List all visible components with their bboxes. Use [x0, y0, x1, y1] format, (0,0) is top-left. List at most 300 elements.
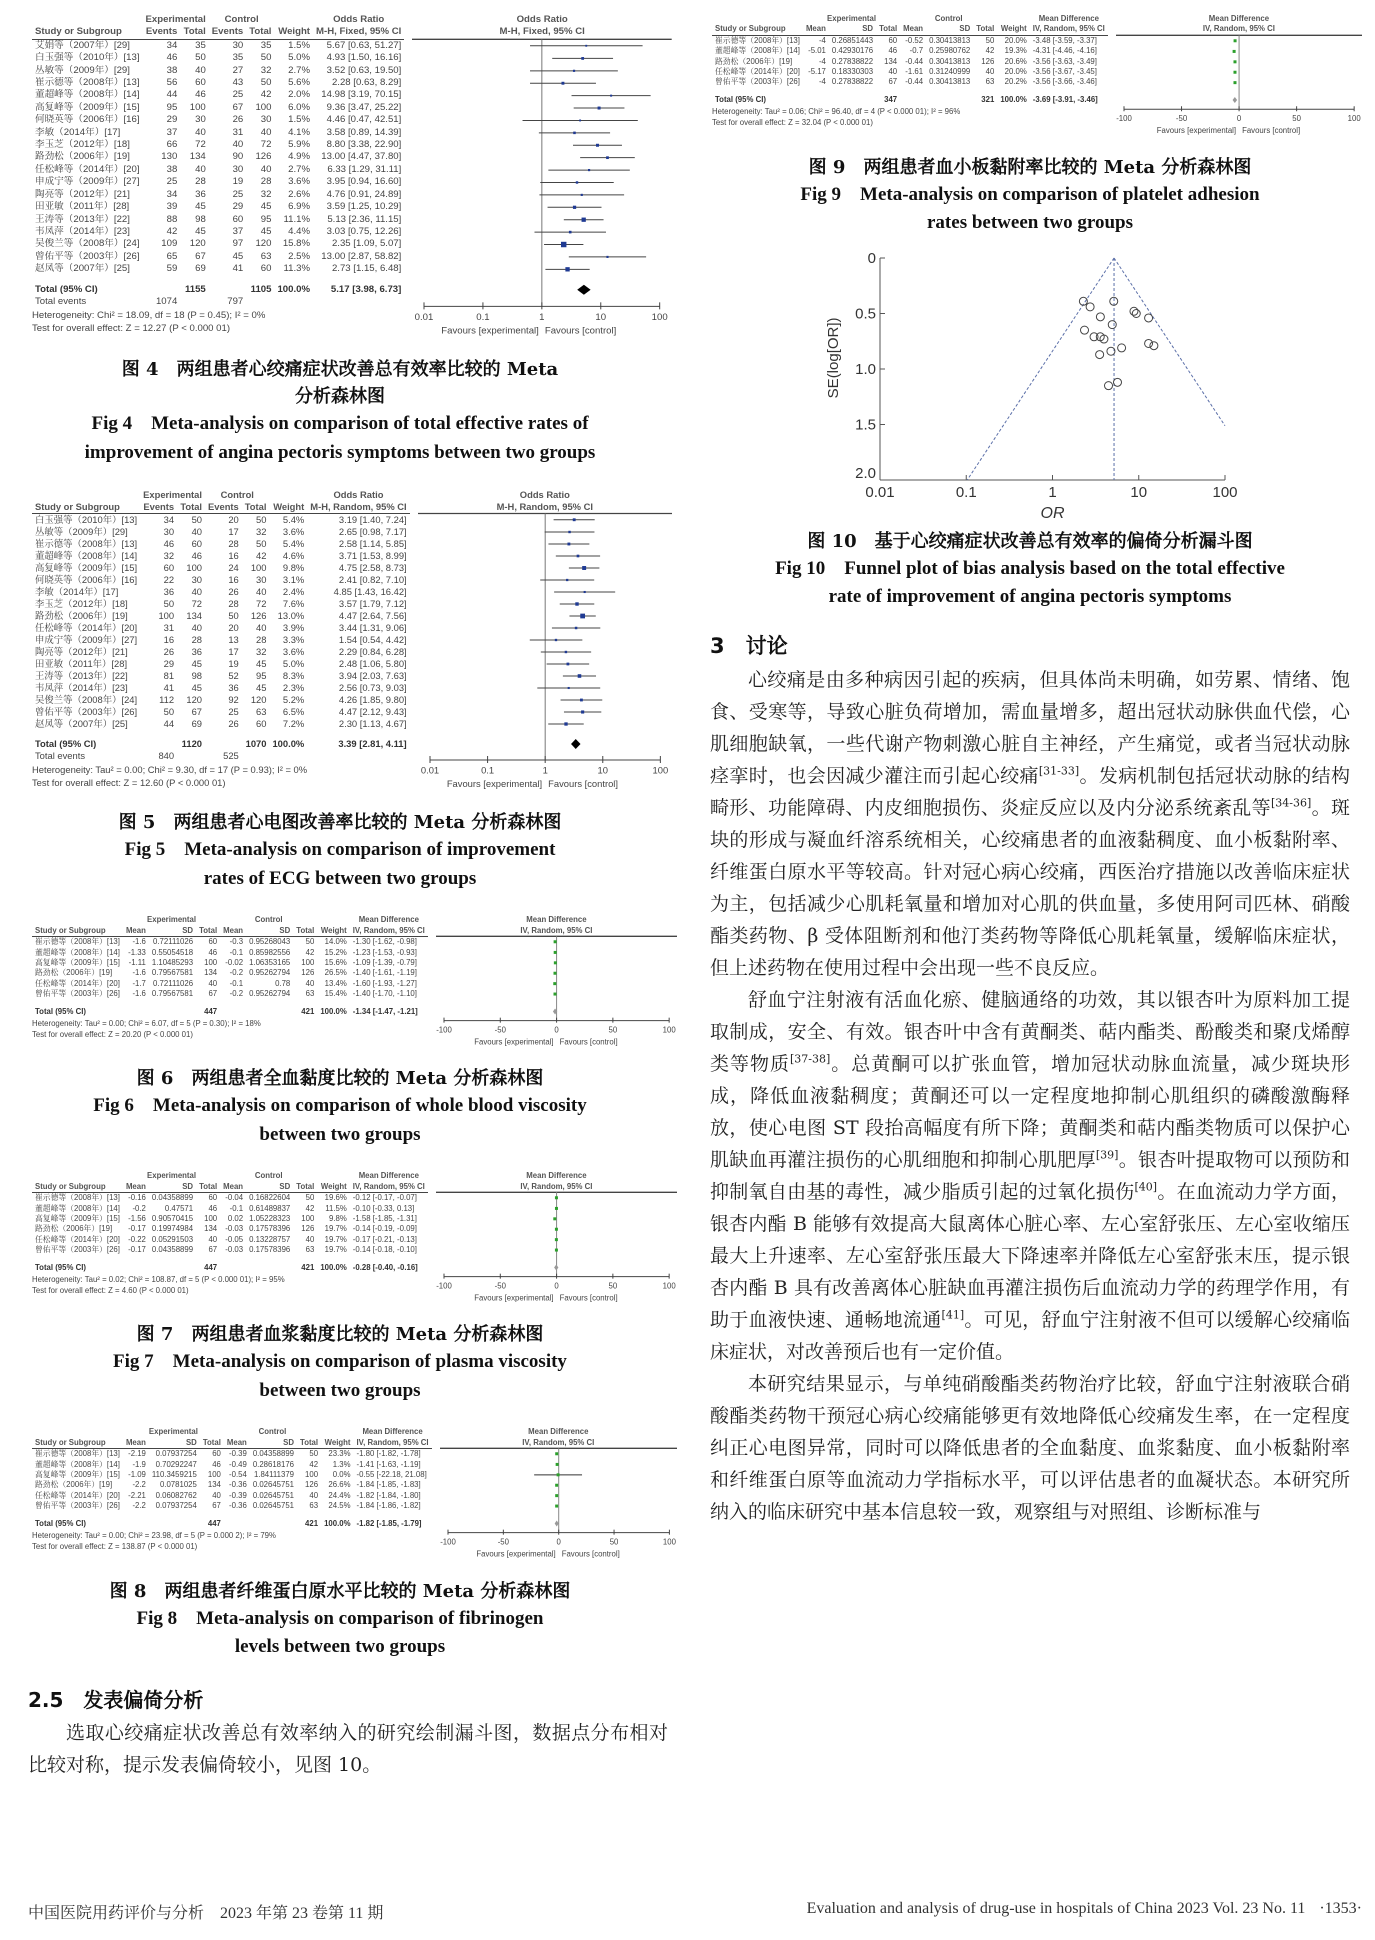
table-row — [32, 646, 410, 658]
cell-study: 白玉强等（2010年）[13] — [35, 52, 140, 64]
cell-c_ev: 25 — [232, 89, 244, 101]
cell-study: 韦凤萍（2014年）[23] — [35, 225, 130, 237]
fig9-caption — [700, 154, 1360, 238]
caption-en: between two groups — [259, 1123, 421, 1145]
mean-header: Mean — [123, 926, 149, 937]
cell-e_m: -1.33 — [128, 947, 146, 957]
cell-e_sd: 0.72111026 — [153, 978, 194, 988]
cell-c_n: 42 — [305, 1203, 315, 1213]
point-estimate — [553, 1218, 556, 1221]
heterogeneity-text: Heterogeneity: Tau² = 0.06; Chi² = 96.40, df = 4 (P < 0.000 01); I² = 96% — [712, 107, 961, 117]
cell-e_n: 46 — [212, 1459, 221, 1469]
cell-c_tot: 60 — [260, 263, 272, 275]
cell-c_ev: 20 — [228, 622, 239, 634]
tick-label: -50 — [494, 1025, 506, 1035]
cell-e_sd: 0.47571 — [164, 1203, 194, 1213]
cell-c_tot: 95 — [260, 213, 272, 225]
cell: 347 — [884, 94, 898, 104]
cell-c_ev: 67 — [232, 101, 244, 113]
cell-study: 曾佑平等（2003年）[26] — [35, 706, 138, 718]
cell-w: 15.4% — [324, 989, 347, 999]
cell-c_m: -0.2 — [229, 968, 244, 978]
cell-e_tot: 60 — [195, 77, 206, 89]
section-3-heading: 3 讨论 — [710, 633, 788, 658]
favours-control-label: Favours [control] — [559, 1293, 618, 1303]
tick-label: 100 — [662, 1537, 676, 1547]
cell-c_sd: 0.28618176 — [252, 1459, 295, 1469]
fig9-table — [712, 14, 1108, 105]
events-header: Events — [209, 26, 246, 39]
cell-e_tot: 98 — [191, 670, 203, 682]
cell-w: 9.8% — [328, 1214, 347, 1224]
table-row — [32, 102, 404, 114]
cell-c_ev: 29 — [232, 201, 244, 213]
tick-label: 0.1 — [476, 311, 490, 323]
cell-w: 19.7% — [324, 1245, 347, 1255]
section-3-body — [710, 664, 1350, 1528]
cell-study: 任松峰等（2014年）[20] — [715, 67, 800, 77]
table-row — [32, 65, 404, 77]
point-estimate — [596, 144, 599, 147]
text: 。在血流动力学方面，银杏内酯 B 能够有效提高大鼠离体心脏心率、左心室舒张压、左心室收缩压最大上升速率、左心室舒张压最大下降速率并降低左心室舒张末压，提示银杏内酯 B 具有改善离体心脏缺血再灌注损伤后血流动力学的药理学作用，有助于血液快速、通畅地流通 — [710, 1180, 1350, 1331]
cell-study: 曾佑平等（2003年）[26] — [35, 1501, 120, 1511]
cell-study: 吴俊兰等（2008年）[24] — [35, 694, 138, 706]
cell-est: 2.28 [0.63, 8.29] — [331, 77, 402, 89]
cell-e_ev: 46 — [163, 538, 175, 550]
table-row — [32, 1224, 428, 1234]
effect-subheader: IV, Random, 95% CI — [354, 1438, 432, 1449]
citation: [39] — [1095, 1148, 1119, 1162]
cell-study: 任松峰等（2014年）[20] — [35, 1490, 120, 1500]
cell — [143, 284, 181, 296]
cell-study: 董超峰等（2008年）[14] — [35, 947, 120, 957]
cell-e_n: 134 — [207, 1480, 221, 1490]
cell-study: 任松峰等（2014年）[20] — [35, 1234, 120, 1244]
fig10-caption — [700, 528, 1360, 612]
cell-w: 6.0% — [288, 101, 311, 113]
cell-c_n: 40 — [985, 67, 995, 77]
cell-est: 14.98 [3.19, 70.15] — [321, 89, 402, 101]
cell-e_ev: 42 — [166, 225, 178, 237]
point-estimate — [566, 579, 568, 581]
cell-e_ev: 100 — [158, 610, 175, 622]
table-row — [712, 35, 1108, 46]
cell-est: 1.54 [0.54, 4.42] — [338, 634, 407, 646]
cell-e_n: 40 — [888, 67, 898, 77]
cell-c_n: 40 — [305, 1234, 315, 1244]
cell-c_tot: 100 — [255, 101, 272, 113]
cell-w: 3.9% — [282, 622, 305, 634]
cell-e_m: -1.09 — [128, 1470, 146, 1480]
cell-c_ev: 92 — [228, 694, 239, 706]
cell-c_m: -0.2 — [229, 989, 244, 999]
point-estimate — [569, 231, 572, 234]
favours-control-label: Favours [control] — [545, 325, 617, 337]
point-estimate — [554, 962, 557, 965]
table-row — [32, 562, 410, 574]
cell-est: 4.47 [2.12, 9.43] — [338, 706, 407, 718]
effect-header: Mean Difference — [358, 915, 419, 925]
cell-c_ev: 20 — [228, 514, 239, 526]
cell-e_m: -1.6 — [132, 937, 146, 947]
cell: 840 — [158, 750, 175, 762]
cell-est: -1.80 [-1.82, -1.78] — [356, 1449, 421, 1459]
point-estimate — [577, 674, 581, 678]
cell-est: -0.12 [-0.17, -0.07] — [352, 1193, 417, 1203]
total-header: Total — [293, 1182, 317, 1193]
citation: [34-36] — [1271, 796, 1312, 810]
total-events-row — [32, 296, 404, 308]
favours-experimental-label: Favours [experimental] — [1156, 125, 1236, 135]
caption-en: Fig 10 Funnel plot of bias analysis based on the total effective — [775, 557, 1285, 579]
cell: 447 — [204, 1006, 218, 1016]
pooled-diamond — [571, 739, 581, 749]
tick-label: 50 — [608, 1025, 618, 1035]
mean-header: Mean — [123, 1182, 149, 1193]
fig6-caption — [20, 1065, 660, 1149]
cell-c_m: -0.7 — [909, 46, 924, 56]
control-header: Control — [258, 1427, 287, 1437]
plot-effect-subheader: IV, Random, 95% CI — [520, 925, 593, 935]
cell-e_tot: 30 — [195, 114, 206, 126]
table-row — [32, 251, 404, 263]
total-header: Total — [196, 926, 220, 937]
cell-study: 陶亮等（2012年）[21] — [35, 188, 130, 200]
point-estimate — [555, 1495, 558, 1498]
effect-subheader: IV, Random, 95% CI — [350, 926, 428, 937]
cell-c_n: 50 — [985, 35, 995, 45]
cell: Total (95% CI) — [715, 94, 766, 104]
weight-header: Weight — [274, 26, 313, 39]
point-estimate — [554, 639, 556, 641]
cell-w: 5.6% — [288, 77, 311, 89]
control-header: Control — [254, 1171, 283, 1181]
cell-e_n: 60 — [212, 1449, 221, 1459]
favours-control-label: Favours [control] — [547, 777, 618, 789]
cell-e_n: 46 — [888, 46, 898, 56]
point-estimate — [567, 687, 569, 689]
cell-c_m: -0.03 — [225, 1245, 244, 1255]
cell-c_tot: 45 — [260, 225, 272, 237]
point-estimate — [556, 1474, 559, 1477]
cell-study: 王涛等（2013年）[22] — [35, 670, 128, 682]
tick-label: 100 — [1347, 114, 1361, 124]
cell-e_sd: 0.79567581 — [151, 968, 194, 978]
cell-c_tot: 50 — [260, 77, 272, 89]
citation: [31-33] — [1038, 764, 1080, 778]
cell-c_ev: 26 — [232, 114, 244, 126]
cell-est: -3.48 [-3.59, -3.37] — [1032, 35, 1097, 45]
table-row — [32, 189, 404, 201]
cell-e_sd: 0.04358899 — [151, 1245, 194, 1255]
point-estimate — [572, 518, 575, 521]
cell-study: 曾佑平等（2003年）[26] — [35, 1245, 120, 1255]
total-header: Total — [876, 24, 900, 35]
point-estimate — [580, 699, 583, 702]
spacer — [32, 730, 410, 738]
cell-c_ev: 17 — [228, 646, 239, 658]
effect-header: Odds Ratio — [333, 489, 384, 501]
point-estimate — [574, 627, 576, 629]
cell-c_tot: 72 — [256, 598, 267, 610]
text: 舒血宁注射液有活血化瘀、健脑通络的功效，其以银杏叶为原料加工提取制成，安全、有效。银杏叶中含有黄酮类、萜内酯类、酚酸类和聚戊烯醇类等物质 — [710, 988, 1350, 1075]
cell: 447 — [207, 1518, 221, 1528]
cell-e_ev: 29 — [163, 658, 175, 670]
cell-e_ev: 37 — [166, 126, 178, 138]
cell-w: 11.3% — [283, 263, 311, 275]
tick-label: 0.1 — [480, 764, 494, 776]
fig8-caption — [20, 1578, 660, 1662]
point-estimate — [564, 722, 567, 725]
cell-w: 7.6% — [282, 598, 305, 610]
point-estimate — [1233, 81, 1236, 84]
cell-e_ev: 50 — [163, 598, 175, 610]
cell-c_m: -0.1 — [229, 978, 244, 988]
mean-header: Mean — [224, 1438, 250, 1449]
data-point — [1145, 314, 1153, 322]
cell-est: -0.14 [-0.19, -0.09] — [352, 1224, 417, 1234]
x-tick-label: 1 — [1048, 483, 1057, 501]
cell-e_ev: 36 — [163, 586, 175, 598]
total-row — [32, 1519, 432, 1529]
cell-w: 15.6% — [324, 957, 347, 967]
cell-e_ev: 130 — [161, 151, 178, 163]
cell-e_m: -4 — [818, 35, 826, 45]
cell-est: 4.47 [2.64, 7.56] — [338, 610, 407, 622]
cell-e_tot: 134 — [186, 610, 203, 622]
cell-c_sd: 1.84111379 — [253, 1470, 295, 1480]
cell: -1.34 [-1.47, -1.21] — [352, 1006, 418, 1016]
cell-w: 4.1% — [288, 126, 311, 138]
tick-label: 0 — [554, 1281, 559, 1291]
table-row — [32, 634, 410, 646]
cell-c_tot: 40 — [256, 622, 267, 634]
table-row — [32, 39, 404, 52]
cell-e_m: -0.17 — [128, 1245, 146, 1255]
cell-w: 23.3% — [328, 1449, 351, 1459]
cell-e_sd: 0.70292247 — [155, 1459, 197, 1469]
point-estimate — [553, 993, 556, 996]
table-row — [32, 114, 404, 126]
cell-est: -1.60 [-1.93, -1.27] — [352, 978, 417, 988]
sd-header: SD — [250, 1438, 297, 1449]
fig6-table — [32, 915, 428, 1017]
sd-header: SD — [926, 24, 973, 35]
point-estimate — [555, 1228, 558, 1231]
point-estimate — [553, 972, 556, 975]
cell-e_m: -2.2 — [132, 1480, 146, 1490]
cell-e_ev: 32 — [163, 550, 175, 562]
cell-c_sd: 0.02645751 — [252, 1480, 295, 1490]
cell-w: 20.0% — [1004, 67, 1027, 77]
data-point — [1081, 326, 1089, 334]
sd-header: SD — [246, 926, 293, 937]
cell-study: 崔示德等（2008年）[13] — [35, 1449, 120, 1459]
cell-est: 3.71 [1.53, 8.99] — [338, 550, 407, 562]
favours-experimental-label: Favours [experimental] — [441, 325, 540, 337]
cell-c_tot: 50 — [260, 52, 272, 64]
cell-e_n: 134 — [204, 968, 218, 978]
events-header: Events — [205, 501, 242, 514]
point-estimate — [586, 45, 588, 47]
y-tick-label: 0 — [867, 249, 876, 267]
cell-c_sd: 0.95262794 — [249, 989, 291, 999]
cell: 1105 — [250, 283, 272, 295]
figure-9-forest-plot — [712, 14, 1362, 148]
cell-c_ev: 16 — [228, 550, 239, 562]
fig4-caption — [20, 356, 660, 467]
cell-e_ev: 39 — [166, 201, 178, 213]
caption-en: Fig 9 Meta-analysis on comparison of platelet adhesion — [800, 183, 1260, 205]
data-point — [1096, 350, 1104, 358]
cell-e_ev: 41 — [163, 682, 175, 694]
table-row — [32, 622, 410, 634]
spacer — [32, 1256, 428, 1263]
plot-effect-header: Mean Difference — [526, 915, 587, 925]
overall-effect-text: Test for overall effect: Z = 32.04 (P < 0.000 01) — [712, 118, 873, 128]
cell-est: -0.14 [-0.18, -0.10] — [352, 1245, 417, 1255]
point-estimate — [553, 941, 556, 944]
cell-est: -1.30 [-1.62, -0.98] — [352, 937, 417, 947]
table-row — [32, 151, 404, 163]
cell-study: 高复峰等（2009年）[15] — [35, 562, 138, 574]
cell-e_tot: 40 — [195, 64, 206, 76]
cell-c_n: 63 — [985, 77, 995, 87]
cell-est: 4.75 [2.58, 8.73] — [338, 562, 407, 574]
cell-study: 路劲松（2006年）[19] — [35, 1224, 113, 1234]
cell-est: 3.59 [1.25, 10.29] — [326, 201, 402, 213]
point-estimate — [555, 1249, 558, 1252]
point-estimate — [610, 95, 612, 97]
cell-c_n: 50 — [309, 1449, 319, 1459]
cell-c_ev: 97 — [232, 238, 244, 250]
cell — [269, 750, 307, 762]
tick-label: 0 — [1236, 114, 1242, 124]
cell-c_ev: 25 — [232, 188, 244, 200]
cell-e_m: -4 — [818, 56, 826, 66]
cell-c_tot: 50 — [256, 514, 267, 526]
table-row — [32, 1193, 428, 1204]
cell-c_tot: 63 — [260, 250, 272, 262]
tick-label: -50 — [1175, 114, 1188, 124]
point-estimate — [555, 1453, 558, 1456]
cell-c_n: 63 — [305, 989, 315, 999]
text: 。斑块的形成与凝血纤溶系统相关，心绞痛患者的血液黏稠度、血小板黏附率、纤维蛋白原水平等较高。针对冠心病心绞痛，西医治疗措施以改善临床症状为主，包括减少心肌耗氧量和增加对心肌的供血量，多使用阿司匹林、硝酸酯类药物、β 受体阻断剂和他汀类药物等降低心肌耗氧量，缓解临床症状，但上述药物在使用过程中会出现一些不良反应。 — [710, 796, 1350, 979]
mean-header: Mean — [220, 926, 246, 937]
cell-e_n: 134 — [204, 1224, 218, 1234]
cell-e_n: 40 — [208, 1234, 218, 1244]
control-header: Control — [220, 489, 254, 501]
cell-study: 白玉强等（2010年）[13] — [35, 514, 138, 526]
cell-study: 任松峰等（2014年）[20] — [35, 622, 138, 634]
caption-en: Fig 5 Meta-analysis on comparison of improvement — [124, 839, 556, 861]
mean-header: Mean — [803, 24, 829, 35]
cell-study: 申成宁等（2009年）[27] — [35, 634, 138, 646]
total-row — [32, 284, 404, 296]
point-estimate — [555, 1207, 558, 1210]
cell-w: 14.0% — [324, 937, 347, 947]
cell-c_sd: 0.17578396 — [249, 1224, 291, 1234]
cell-study: 曾佑平等（2003年）[26] — [35, 989, 120, 999]
cell-c_m: -0.54 — [229, 1470, 247, 1480]
cell-e_sd: 0.79567581 — [151, 989, 194, 999]
cell-e_tot: 35 — [195, 39, 206, 51]
cell-w: 26.5% — [324, 968, 347, 978]
data-point — [1145, 339, 1153, 347]
heterogeneity-text: Heterogeneity: Chi² = 18.09, df = 18 (P = 0.45); I² = 0% — [32, 310, 266, 322]
tick-label: 1 — [542, 764, 548, 776]
weight-header: Weight — [997, 24, 1029, 35]
cell-est: -3.56 [-3.67, -3.45] — [1032, 67, 1097, 77]
cell-e_m: -1.56 — [128, 1214, 146, 1224]
table-row — [32, 989, 428, 999]
effect-subheader: M-H, Random, 95% CI — [307, 501, 409, 514]
sd-header: SD — [149, 926, 196, 937]
table-row — [32, 1491, 432, 1501]
cell-w: 4.9% — [288, 151, 311, 163]
cell-est: 3.52 [0.63, 19.50] — [326, 64, 402, 76]
study-header: Study or Subgroup — [32, 26, 143, 39]
cell-study: 吴俊兰等（2008年）[24] — [35, 238, 140, 250]
table-row — [32, 550, 410, 562]
pooled-diamond — [1232, 97, 1237, 103]
cell: Total (95% CI) — [35, 1006, 86, 1016]
point-estimate — [562, 82, 565, 85]
plot-effect-header: Mean Difference — [526, 1171, 587, 1181]
experimental-header: Experimental — [148, 1427, 198, 1437]
fig5-caption — [20, 809, 660, 893]
cell-c_tot: 72 — [260, 139, 272, 151]
cell-c_n: 100 — [305, 1470, 319, 1480]
cell-c_tot: 100 — [250, 562, 267, 574]
total-header: Total — [973, 24, 997, 35]
cell-study: 高复峰等（2009年）[15] — [35, 1214, 120, 1224]
figure-4-forest-plot — [32, 14, 672, 350]
tick-label: 100 — [662, 1025, 676, 1035]
effect-subheader: M-H, Fixed, 95% CI — [313, 26, 404, 39]
cell-est: -1.40 [-1.61, -1.19] — [352, 968, 417, 978]
cell: 797 — [227, 295, 244, 307]
spacer-row — [32, 730, 410, 738]
cell-est: -0.55 [-22.18, 21.08] — [356, 1470, 427, 1480]
table-row — [32, 718, 410, 730]
table-row — [32, 526, 410, 538]
cell-c_n: 42 — [985, 46, 995, 56]
cell-e_n: 100 — [204, 957, 218, 967]
cell-e_tot: 98 — [195, 213, 206, 225]
cell-w: 15.2% — [324, 947, 347, 957]
x-tick-label: 10 — [1130, 483, 1148, 501]
table-row — [32, 1245, 428, 1255]
tick-label: -100 — [436, 1025, 452, 1035]
total-header: Total — [246, 26, 274, 39]
cell-e_ev: 30 — [163, 526, 175, 538]
cell — [242, 750, 270, 762]
cell-e_tot: 50 — [191, 514, 203, 526]
cell-w: 9.8% — [282, 562, 305, 574]
cell-e_n: 40 — [212, 1490, 221, 1500]
cell-e_tot: 40 — [191, 526, 203, 538]
experimental-header: Experimental — [145, 14, 206, 25]
cell-c_m: -0.04 — [225, 1193, 244, 1203]
y-axis-label: SE(log[OR]) — [825, 317, 842, 398]
table-row — [32, 1235, 428, 1245]
point-estimate — [1232, 50, 1235, 53]
cell-est: 6.33 [1.29, 31.11] — [327, 163, 402, 175]
point-estimate — [555, 1239, 558, 1242]
cell-c_sd: 0.02645751 — [252, 1501, 295, 1511]
cell-est: 4.46 [0.47, 42.51] — [326, 114, 402, 126]
